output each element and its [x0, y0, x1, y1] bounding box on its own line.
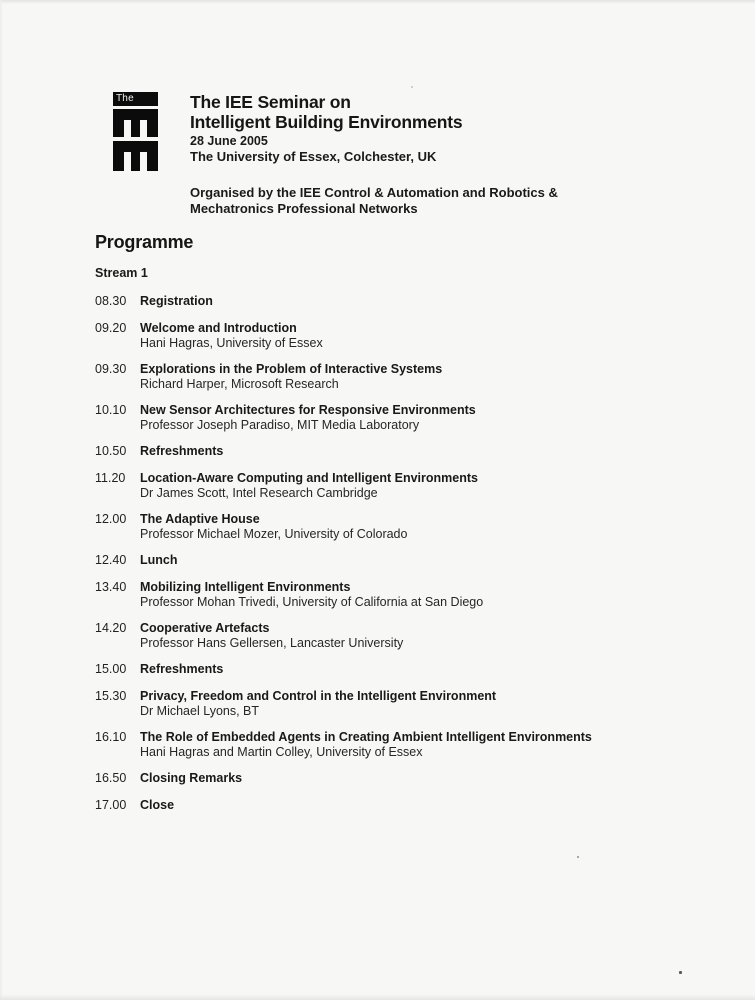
seminar-venue: The University of Essex, Colchester, UK — [190, 149, 437, 164]
iee-logo — [113, 92, 158, 171]
entry-title: Explorations in the Problem of Interactive Systems — [140, 362, 443, 376]
entry-title: Close — [140, 798, 175, 812]
programme-entry — [95, 730, 680, 759]
scan-speck — [679, 971, 682, 974]
seminar-title-line1: The IEE Seminar on — [190, 92, 351, 112]
entry-title: Mobilizing Intelligent Environments — [140, 580, 351, 594]
scan-edge-bottom — [0, 994, 755, 1000]
scan-edge-top — [0, 0, 755, 4]
iee-logo-e-block-2 — [113, 141, 158, 171]
entry-speaker: Hani Hagras, University of Essex — [140, 336, 323, 350]
entry-speaker: Dr Michael Lyons, BT — [140, 704, 260, 718]
programme-heading: Programme — [95, 232, 194, 252]
programme-entry — [95, 444, 680, 459]
entry-title: Lunch — [140, 553, 178, 567]
entry-time: 08.30 — [95, 294, 127, 308]
entry-speaker: Dr James Scott, Intel Research Cambridge — [140, 486, 378, 500]
entry-title: Cooperative Artefacts — [140, 621, 270, 635]
entry-time: 10.50 — [95, 444, 127, 458]
organiser-line1: Organised by the IEE Control & Automation and Robotics & — [190, 185, 558, 200]
entry-time: 11.20 — [95, 471, 126, 485]
entry-title: Closing Remarks — [140, 771, 243, 785]
entry-time: 15.00 — [95, 662, 127, 676]
entry-speaker: Professor Joseph Paradiso, MIT Media Laboratory — [140, 418, 420, 432]
programme-entry — [95, 471, 680, 500]
entry-speaker: Professor Mohan Trivedi, University of California at San Diego — [140, 595, 484, 609]
programme-entry — [95, 621, 680, 650]
entry-time: 10.10 — [95, 403, 127, 417]
scan-edge-left — [0, 0, 3, 1000]
programme-entry — [95, 512, 680, 541]
entry-time: 15.30 — [95, 689, 127, 703]
entry-time: 13.40 — [95, 580, 127, 594]
programme-entry — [95, 294, 680, 309]
entry-time: 12.40 — [95, 553, 127, 567]
entry-time: 17.00 — [95, 798, 127, 812]
programme-entry — [95, 580, 680, 609]
programme-entries — [95, 294, 680, 813]
entry-title: New Sensor Architectures for Responsive Environments — [140, 403, 476, 417]
programme-entry — [95, 798, 680, 813]
entry-time: 16.50 — [95, 771, 127, 785]
iee-logo-slot — [124, 120, 131, 137]
programme-entry — [95, 662, 680, 677]
iee-logo-slot — [140, 120, 147, 137]
entry-title: Privacy, Freedom and Control in the Intelligent Environment — [140, 689, 497, 703]
entry-title: The Role of Embedded Agents in Creating Ambient Intelligent Environments — [140, 730, 592, 744]
entry-speaker: Professor Michael Mozer, University of Colorado — [140, 527, 408, 541]
entry-time: 16.10 — [95, 730, 127, 744]
seminar-title-line2: Intelligent Building Environments — [190, 112, 463, 132]
scan-speck — [577, 856, 579, 858]
entry-speaker: Richard Harper, Microsoft Research — [140, 377, 339, 391]
entry-time: 12.00 — [95, 512, 127, 526]
programme-entry — [95, 362, 680, 391]
scan-speck — [411, 86, 413, 88]
iee-logo-slot — [140, 152, 147, 171]
entry-title: Refreshments — [140, 662, 224, 676]
entry-speaker: Hani Hagras and Martin Colley, University of Essex — [140, 745, 423, 759]
programme-entry — [95, 403, 680, 432]
document-header — [190, 92, 660, 217]
seminar-date: 28 June 2005 — [190, 134, 268, 148]
programme-entry — [95, 321, 680, 350]
entry-time: 09.30 — [95, 362, 127, 376]
entry-time: 14.20 — [95, 621, 127, 635]
entry-speaker: Professor Hans Gellersen, Lancaster University — [140, 636, 404, 650]
entry-title: Registration — [140, 294, 213, 308]
programme-section — [95, 231, 680, 825]
programme-entry — [95, 553, 680, 568]
organiser-line2: Mechatronics Professional Networks — [190, 201, 418, 216]
iee-logo-slot — [124, 152, 131, 171]
iee-logo-the-label: The — [113, 92, 158, 106]
entry-time: 09.20 — [95, 321, 127, 335]
entry-title: Welcome and Introduction — [140, 321, 297, 335]
entry-title: Refreshments — [140, 444, 224, 458]
stream-label: Stream 1 — [95, 266, 148, 280]
programme-entry — [95, 689, 680, 718]
iee-logo-e-block-1 — [113, 109, 158, 137]
entry-title: The Adaptive House — [140, 512, 260, 526]
programme-entry — [95, 771, 680, 786]
entry-title: Location-Aware Computing and Intelligent Environments — [140, 471, 478, 485]
organiser-note — [190, 185, 660, 217]
